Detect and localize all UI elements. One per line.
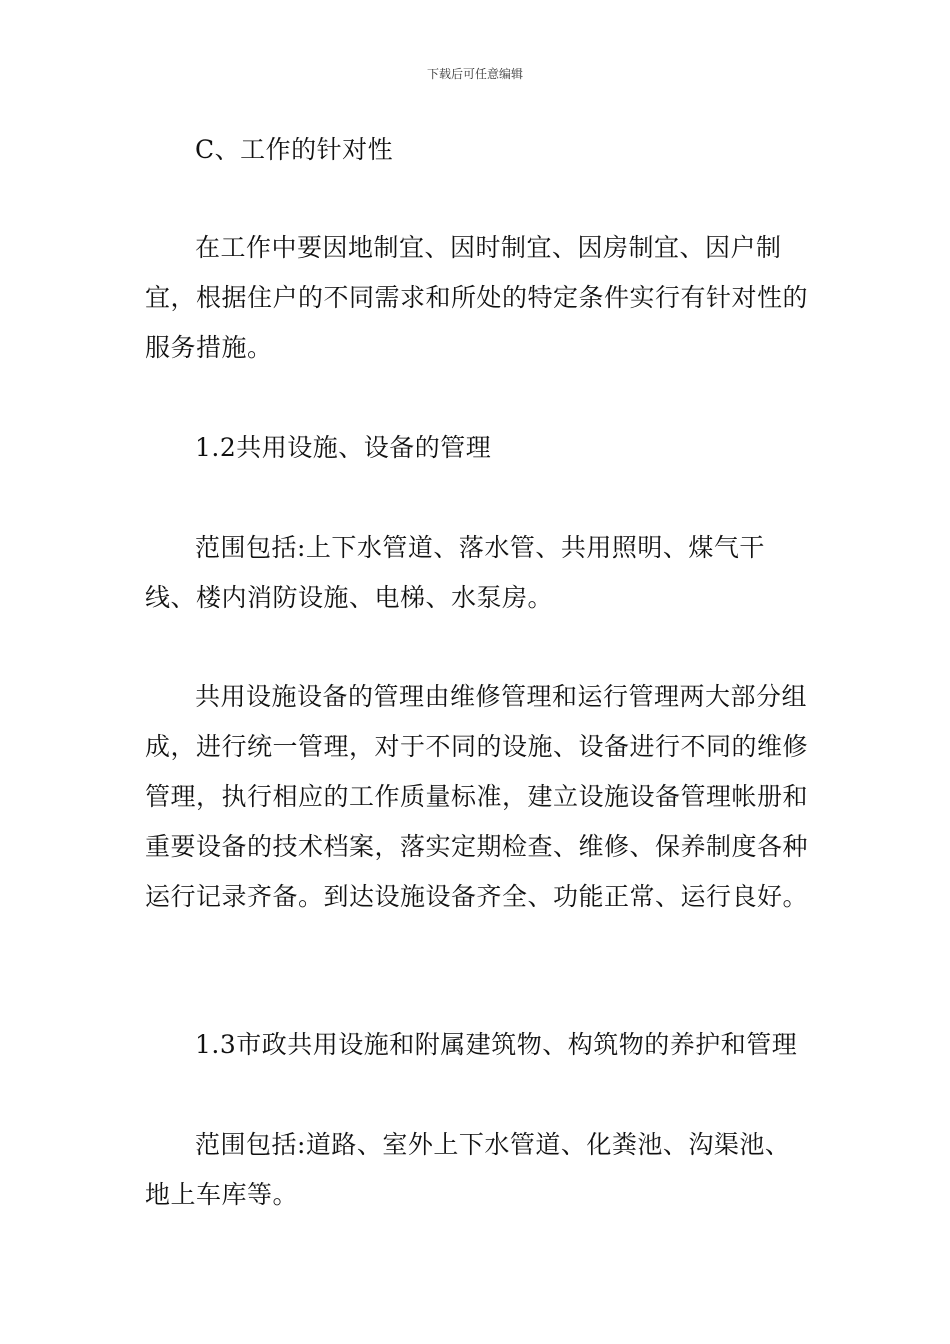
heading-1-2-shared-facilities: 1.2共用设施、设备的管理: [195, 433, 492, 462]
paragraph-facilities-management: 共用设施设备的管理由维修管理和运行管理两大部分组成，进行统一管理，对于不同的设施、设备进行不同的维修管理，执行相应的工作质量标准，建立设施设备管理帐册和重要设备的技术档案，落实定期检查、维修、保养制度各种运行记录齐备。到达设施设备齐全、功能正常、运行良好。: [145, 682, 809, 911]
heading-c-work-targeting: C、工作的针对性: [195, 135, 394, 164]
page-header-note: 下载后可任意编辑: [426, 67, 523, 81]
heading-1-3-municipal-facilities: 1.3市政共用设施和附属建筑物、构筑物的养护和管理: [195, 1030, 798, 1059]
paragraph-municipal-scope: 范围包括:道路、室外上下水管道、化粪池、沟渠池、地上车库等。: [145, 1130, 791, 1209]
paragraph-targeted-service: 在工作中要因地制宜、因时制宜、因房制宜、因户制宜，根据住户的不同需求和所处的特定条件实行有针对性的服务措施。: [145, 233, 809, 362]
paragraph-facilities-scope: 范围包括:上下水管道、落水管、共用照明、煤气干线、楼内消防设施、电梯、水泵房。: [145, 533, 765, 612]
